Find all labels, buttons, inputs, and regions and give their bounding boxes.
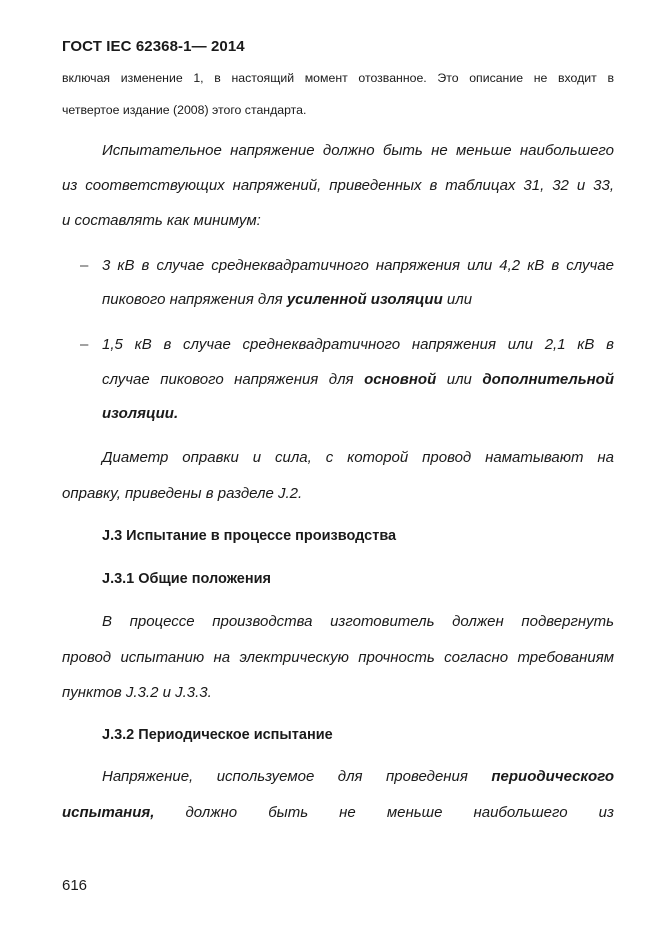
section-heading-j32: J.3.2 Периодическое испытание xyxy=(102,727,333,743)
para1-line-2: из соответствующих напряжений, приведенных в таблицах 31, 32 и 33, xyxy=(62,177,614,194)
para3-line-1: В процессе производства изготовитель должен подвергнуть xyxy=(102,613,614,630)
para1-line-3: и составлять как минимум: xyxy=(62,212,261,229)
para4-line-1: Напряжение, используемое для проведения периодического xyxy=(102,768,614,785)
list-item-1-line-2: пикового напряжения для усиленной изоляции или xyxy=(102,291,473,308)
page-number: 616 xyxy=(62,877,88,894)
para2-line-2: оправку, приведены в разделе J.2. xyxy=(62,485,303,502)
para4-line-2: испытания, должно быть не меньше наибольшего из xyxy=(62,804,614,821)
section-heading-j3: J.3 Испытание в процессе производства xyxy=(102,528,397,544)
para2-line-1: Диаметр оправки и сила, с которой провод наматывают на xyxy=(102,449,614,466)
document-header: ГОСТ IEC 62368-1— 2014 xyxy=(62,38,245,55)
list-item-2-line-1: 1,5 кВ в случае среднеквадратичного напряжения или 2,1 кВ в xyxy=(102,336,614,353)
list-item-1-line-1: 3 кВ в случае среднеквадратичного напряжения или 4,2 кВ в случае xyxy=(102,257,614,274)
para1-line-1: Испытательное напряжение должно быть не меньше наибольшего xyxy=(102,142,614,159)
intro-line-1: включая изменение 1, в настоящий момент отозванное. Это описание не входит в xyxy=(62,71,614,85)
para3-line-3: пунктов J.3.2 и J.3.3. xyxy=(62,684,212,701)
section-heading-j31: J.3.1 Общие положения xyxy=(102,571,271,587)
list-item-2-line-3: изоляции. xyxy=(102,405,179,422)
intro-line-2: четвертое издание (2008) этого стандарта. xyxy=(62,103,307,117)
list-dash-2: – xyxy=(80,336,89,353)
list-dash-1: – xyxy=(80,257,89,274)
para3-line-2: провод испытанию на электрическую прочность согласно требованиям xyxy=(62,649,614,666)
list-item-2-line-2: случае пикового напряжения для основной или дополнительной xyxy=(102,371,614,388)
